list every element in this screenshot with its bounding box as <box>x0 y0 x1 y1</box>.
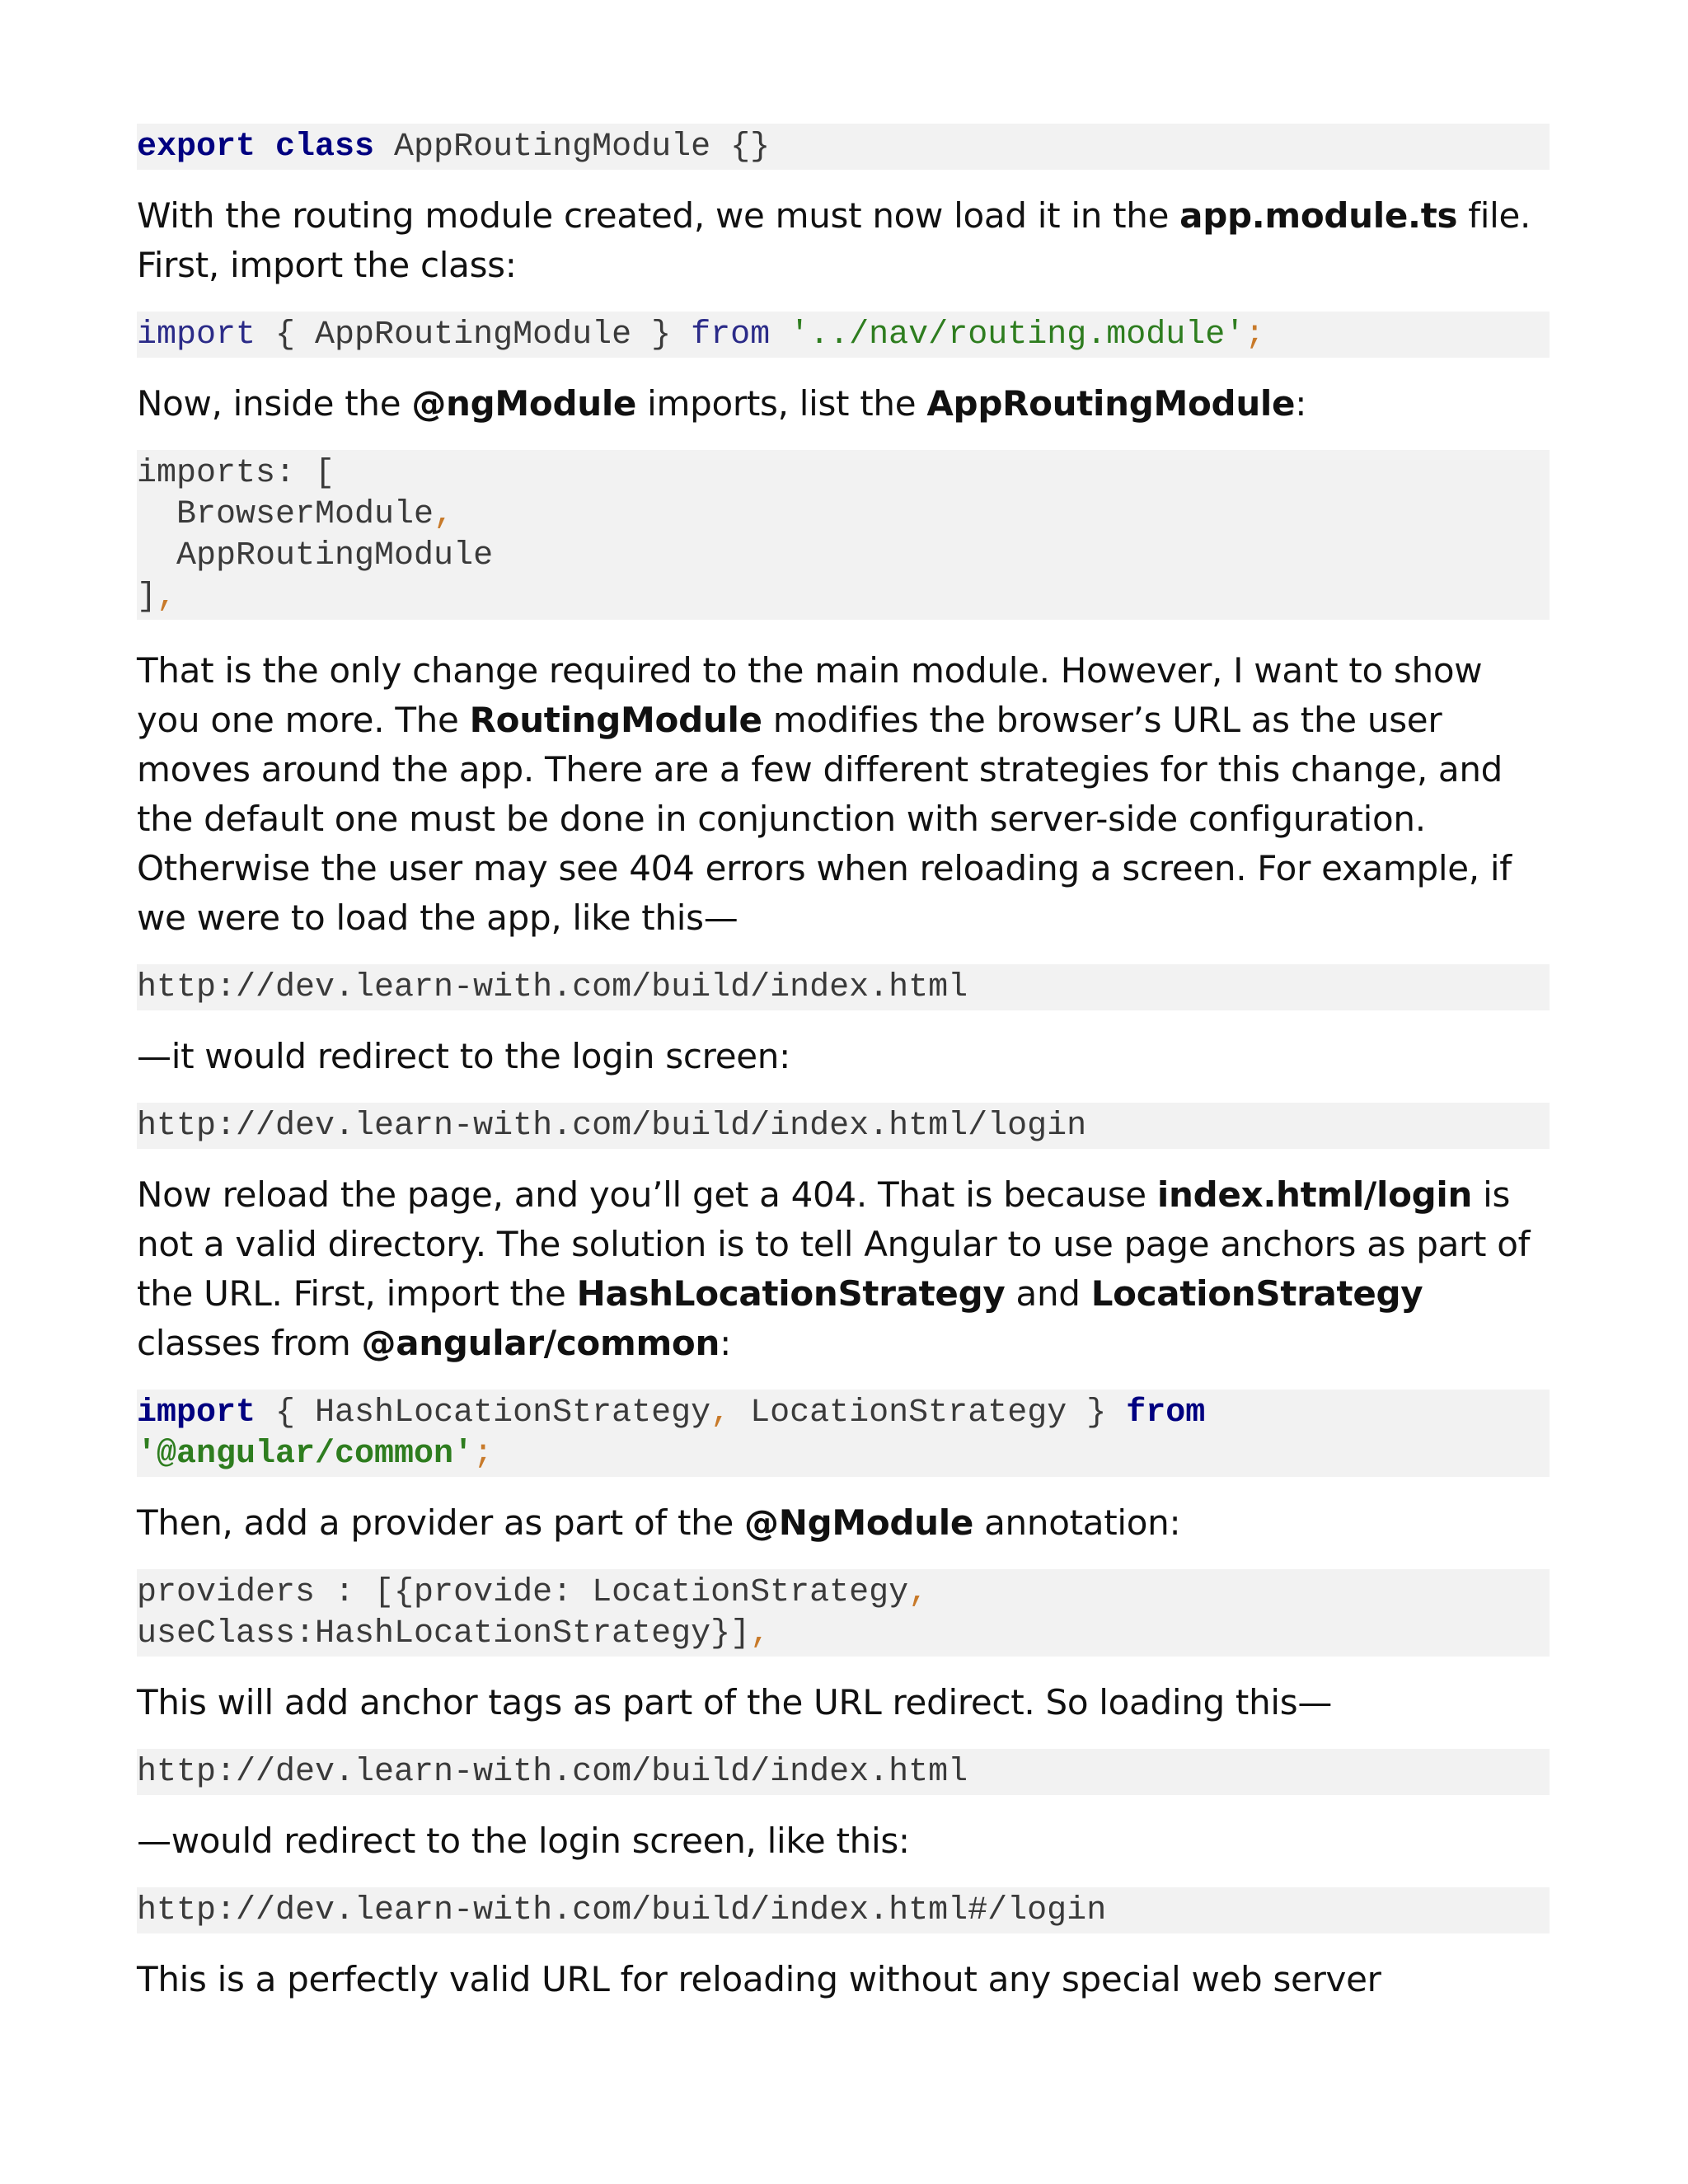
code-block-url-login: http://dev.learn-with.com/build/index.html/login <box>137 1103 1550 1149</box>
bold-term: LocationStrategy <box>1090 1273 1423 1314</box>
code-punctuation: , <box>750 1615 771 1652</box>
code-line: AppRoutingModule <box>137 537 494 574</box>
paragraph-load-routing-module <box>137 191 1550 290</box>
code-text <box>770 316 790 354</box>
code-block-url-hash-login: http://dev.learn-with.com/build/index.html#/login <box>137 1887 1550 1933</box>
code-punctuation: , <box>157 579 177 616</box>
paragraph-add-provider <box>137 1498 1550 1548</box>
bold-term: HashLocationStrategy <box>576 1273 1006 1314</box>
text: Then, add a provider as part of the <box>137 1502 745 1543</box>
code-punctuation: ; <box>473 1436 494 1473</box>
text: That is the only change required to the main module. However, I want to show you one more. The <box>137 650 1483 740</box>
code-text: LocationStrategy } <box>730 1394 1127 1432</box>
bold-term: RoutingModule <box>469 700 762 740</box>
code-block-url-index-2: http://dev.learn-with.com/build/index.html <box>137 1749 1550 1795</box>
code-block-import-routing <box>137 312 1550 358</box>
text: file. First, import the class: <box>137 195 1531 285</box>
bold-term: @NgModule <box>744 1502 974 1543</box>
text: Now, inside the <box>137 383 412 424</box>
text: Now reload the page, and you’ll get a 404. That is because <box>137 1174 1157 1215</box>
text: annotation: <box>973 1502 1181 1543</box>
code-keyword: export class <box>137 129 375 166</box>
code-text: { HashLocationStrategy <box>256 1394 711 1432</box>
text: modifies the browser’s URL as the user moves around the app. There are a few different strategies for this change, and the default one must be done in conjunction with server-side configuration. Otherwise the user may see 404 errors when reloading a screen. For example, if we were to load the app, like this— <box>137 700 1512 938</box>
code-punctuation: , <box>710 1394 731 1432</box>
code-string: '../nav/routing.module' <box>790 316 1245 354</box>
code-line: imports: [ <box>137 455 335 492</box>
paragraph-anchor-tags: This will add anchor tags as part of the URL redirect. So loading this— <box>137 1682 1333 1722</box>
paragraph-reload-404 <box>137 1170 1550 1368</box>
code-punctuation: ; <box>1245 316 1265 354</box>
bold-term: index.html/login <box>1156 1174 1473 1215</box>
code-string: '@angular/common' <box>137 1436 474 1473</box>
paragraph-redirect-login: —it would redirect to the login screen: <box>137 1036 790 1076</box>
code-block-url-index: http://dev.learn-with.com/build/index.html <box>137 964 1550 1010</box>
paragraph-ngmodule-imports <box>137 379 1550 429</box>
paragraph-routing-strategies <box>137 646 1550 943</box>
bold-term: @ngModule <box>411 383 637 424</box>
code-keyword: import <box>137 1394 256 1432</box>
code-line: useClass:HashLocationStrategy}] <box>137 1615 751 1652</box>
code-punctuation: , <box>434 496 454 533</box>
bold-term: @angular/common <box>361 1323 720 1363</box>
paragraph-valid-url: This is a perfectly valid URL for reloading without any special web server <box>137 1959 1381 1999</box>
text: classes from <box>137 1323 362 1363</box>
text: With the routing module created, we must now load it in the <box>137 195 1180 236</box>
code-line: providers : [{provide: LocationStrategy <box>137 1574 909 1611</box>
code-block-providers <box>137 1569 1550 1657</box>
code-block-imports-array <box>137 450 1550 620</box>
code-block-import-hash <box>137 1390 1550 1477</box>
bold-filename: app.module.ts <box>1179 195 1458 236</box>
document-page <box>137 124 1550 2004</box>
code-line: BrowserModule <box>137 496 434 533</box>
code-keyword: from <box>691 316 771 354</box>
bold-term: AppRoutingModule <box>926 383 1296 424</box>
code-line: ] <box>137 579 157 616</box>
code-keyword: import <box>137 316 256 354</box>
code-block-export-class <box>137 124 1550 170</box>
text: : <box>720 1323 731 1363</box>
text: imports, list the <box>636 383 927 424</box>
text: and <box>1005 1273 1091 1314</box>
code-keyword: from <box>1126 1394 1206 1432</box>
code-text: AppRoutingModule {} <box>374 129 771 166</box>
text: is not a valid directory. The solution is to tell Angular to use page anchors as part of the URL. First, import the <box>137 1174 1531 1314</box>
code-punctuation: , <box>908 1574 929 1611</box>
code-text: { AppRoutingModule } <box>256 316 692 354</box>
paragraph-redirect-login-2: —would redirect to the login screen, like this: <box>137 1821 910 1861</box>
text: : <box>1295 383 1307 424</box>
